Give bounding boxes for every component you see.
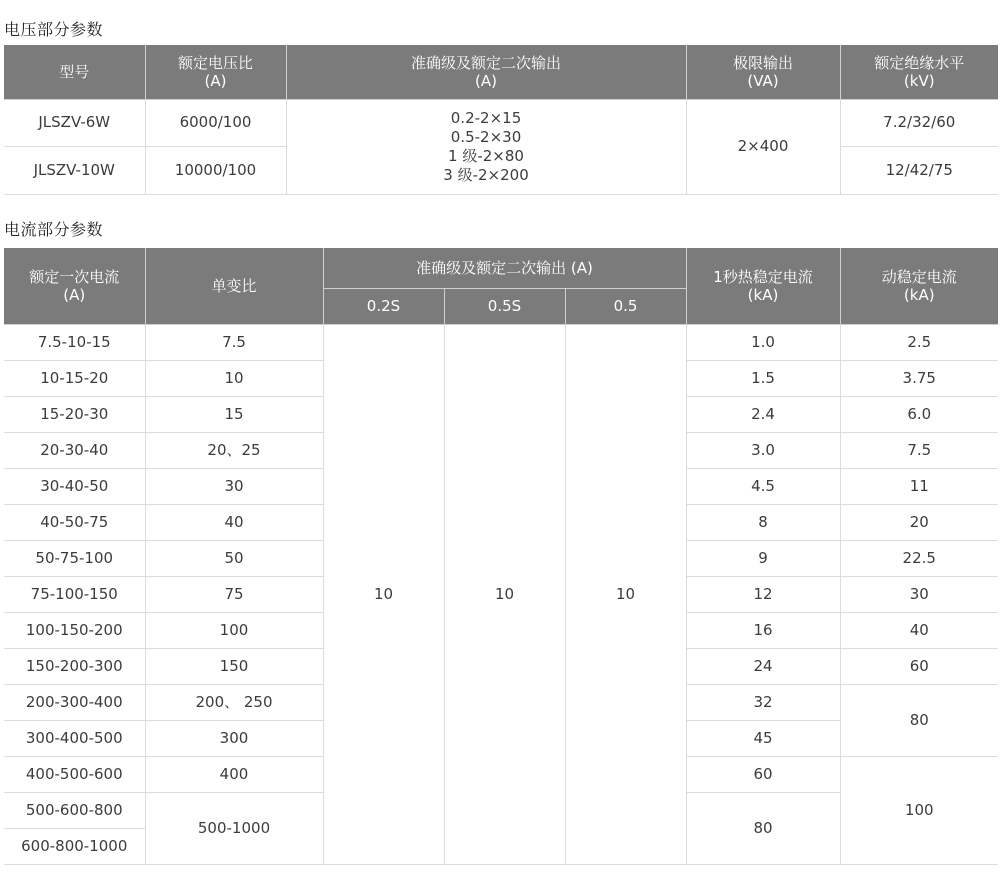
insulation-cell: 12/42/75: [840, 146, 998, 194]
primary-current-cell: 7.5-10-15: [4, 324, 145, 360]
header-rated-voltage-ratio: 额定电压比 (A): [145, 45, 286, 99]
single-ratio-cell: 7.5: [145, 324, 323, 360]
accuracy-0-5s-cell: 10: [444, 324, 565, 864]
single-ratio-cell: 15: [145, 396, 323, 432]
current-header-row-1: [4, 248, 998, 288]
ratio-cell: 6000/100: [145, 99, 286, 146]
single-ratio-cell: 30: [145, 468, 323, 504]
limit-output-cell: 2×400: [686, 99, 840, 194]
accuracy-output-cell: 0.2-2×15 0.5-2×30 1 级-2×80 3 级-2×200: [286, 99, 686, 194]
header-model: 型号: [4, 45, 145, 99]
header-limit-output: 极限输出 (VA): [686, 45, 840, 99]
primary-current-cell: 15-20-30: [4, 396, 145, 432]
header-accuracy-output: 准确级及额定二次输出 (A): [323, 248, 686, 288]
primary-current-cell: 200-300-400: [4, 684, 145, 720]
primary-current-cell: 50-75-100: [4, 540, 145, 576]
dynamic-current-cell: 60: [840, 648, 998, 684]
header-single-ratio: 单变比: [145, 248, 323, 324]
thermal-current-cell: 1.0: [686, 324, 840, 360]
thermal-current-cell: 45: [686, 720, 840, 756]
current-section-title: 电流部分参数: [4, 220, 104, 239]
thermal-current-cell: 9: [686, 540, 840, 576]
primary-current-cell: 100-150-200: [4, 612, 145, 648]
thermal-current-cell: 24: [686, 648, 840, 684]
thermal-current-cell: 1.5: [686, 360, 840, 396]
model-cell: JLSZV-10W: [4, 146, 145, 194]
primary-current-cell: 30-40-50: [4, 468, 145, 504]
header-accuracy-0-5s: 0.5S: [444, 288, 565, 324]
primary-current-cell: 300-400-500: [4, 720, 145, 756]
voltage-parameters-table: [4, 45, 998, 195]
header-dynamic-current: 动稳定电流 (kA): [840, 248, 998, 324]
header-accuracy-output: 准确级及额定二次输出 (A): [286, 45, 686, 99]
accuracy-0-5-cell: 10: [565, 324, 686, 864]
single-ratio-cell: 500-1000: [145, 792, 323, 864]
accuracy-0-2s-cell: 10: [323, 324, 444, 864]
single-ratio-cell: 20、25: [145, 432, 323, 468]
single-ratio-cell: 150: [145, 648, 323, 684]
single-ratio-cell: 400: [145, 756, 323, 792]
primary-current-cell: 40-50-75: [4, 504, 145, 540]
thermal-current-cell: 3.0: [686, 432, 840, 468]
thermal-current-cell: 2.4: [686, 396, 840, 432]
primary-current-cell: 150-200-300: [4, 648, 145, 684]
single-ratio-cell: 10: [145, 360, 323, 396]
dynamic-current-cell: 11: [840, 468, 998, 504]
insulation-cell: 7.2/32/60: [840, 99, 998, 146]
dynamic-current-cell: 40: [840, 612, 998, 648]
dynamic-current-cell: 2.5: [840, 324, 998, 360]
primary-current-cell: 10-15-20: [4, 360, 145, 396]
dynamic-current-cell: 22.5: [840, 540, 998, 576]
thermal-current-cell: 4.5: [686, 468, 840, 504]
header-accuracy-0-5: 0.5: [565, 288, 686, 324]
dynamic-current-cell: 30: [840, 576, 998, 612]
single-ratio-cell: 300: [145, 720, 323, 756]
primary-current-cell: 500-600-800: [4, 792, 145, 828]
primary-current-cell: 400-500-600: [4, 756, 145, 792]
voltage-header-row: [4, 45, 998, 99]
dynamic-current-cell: 7.5: [840, 432, 998, 468]
voltage-section-title: 电压部分参数: [4, 20, 104, 39]
primary-current-cell: 600-800-1000: [4, 828, 145, 864]
single-ratio-cell: 40: [145, 504, 323, 540]
primary-current-cell: 20-30-40: [4, 432, 145, 468]
thermal-current-cell: 12: [686, 576, 840, 612]
single-ratio-cell: 200、 250: [145, 684, 323, 720]
primary-current-cell: 75-100-150: [4, 576, 145, 612]
table-row: [4, 99, 998, 146]
dynamic-current-cell: 6.0: [840, 396, 998, 432]
thermal-current-cell: 80: [686, 792, 840, 864]
thermal-current-cell: 32: [686, 684, 840, 720]
header-thermal-current: 1秒热稳定电流 (kA): [686, 248, 840, 324]
thermal-current-cell: 8: [686, 504, 840, 540]
dynamic-current-cell: 80: [840, 684, 998, 756]
dynamic-current-cell: 3.75: [840, 360, 998, 396]
header-insulation-level: 额定绝缘水平 (kV): [840, 45, 998, 99]
current-parameters-table: [4, 248, 998, 865]
dynamic-current-cell: 20: [840, 504, 998, 540]
header-accuracy-0-2s: 0.2S: [323, 288, 444, 324]
single-ratio-cell: 100: [145, 612, 323, 648]
dynamic-current-cell: 100: [840, 756, 998, 864]
single-ratio-cell: 75: [145, 576, 323, 612]
table-row: [4, 324, 998, 360]
thermal-current-cell: 16: [686, 612, 840, 648]
header-rated-primary-current: 额定一次电流 (A): [4, 248, 145, 324]
ratio-cell: 10000/100: [145, 146, 286, 194]
model-cell: JLSZV-6W: [4, 99, 145, 146]
single-ratio-cell: 50: [145, 540, 323, 576]
thermal-current-cell: 60: [686, 756, 840, 792]
